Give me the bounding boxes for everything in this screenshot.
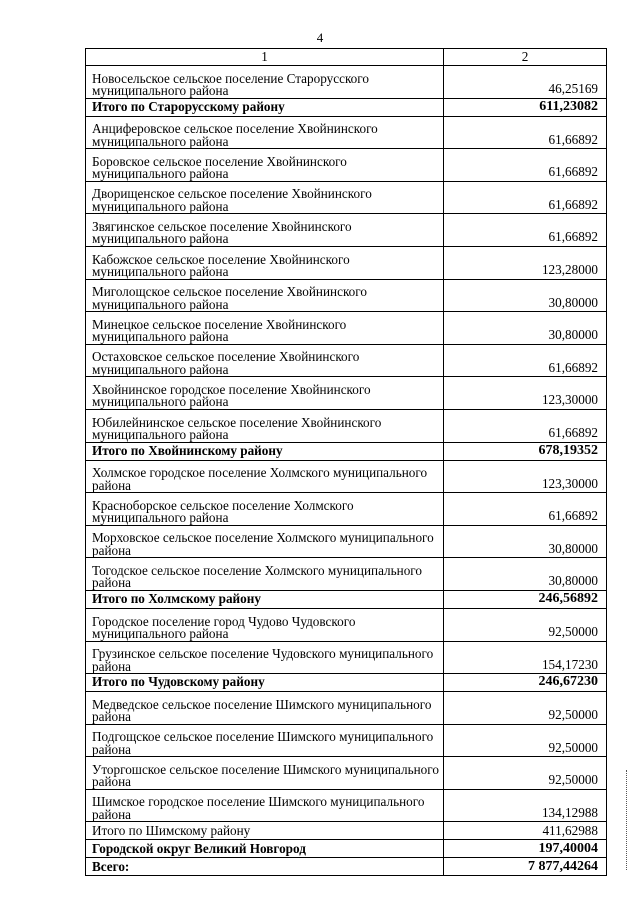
row-value-cell: 61,66892: [444, 149, 607, 182]
table-row: [86, 66, 607, 99]
row-name-cell: Холмское городское поселение Холмского муниципального района: [86, 460, 444, 493]
row-value-cell: 246,67230: [444, 674, 607, 692]
row-name-cell: Шимское городское поселение Шимского муниципального района: [86, 789, 444, 822]
row-name-cell: Итого по Старорусскому району: [86, 98, 444, 116]
allocation-table: [85, 48, 607, 876]
row-name-cell: Подгощское сельское поселение Шимского муниципального района: [86, 724, 444, 757]
row-name-cell: Кабожское сельское поселение Хвойнинского муниципального района: [86, 246, 444, 279]
row-value-cell: 61,66892: [444, 493, 607, 526]
table-total-row: [86, 98, 607, 116]
table-total-row: [86, 674, 607, 692]
row-value-cell: 46,25169: [444, 66, 607, 99]
row-name-cell: Всего:: [86, 858, 444, 876]
row-value-cell: 30,80000: [444, 525, 607, 558]
row-name-cell: Боровское сельское поселение Хвойнинского муниципального района: [86, 149, 444, 182]
table-row: [86, 525, 607, 558]
row-value-cell: 678,19352: [444, 442, 607, 460]
row-value-cell: 92,50000: [444, 608, 607, 641]
row-value-cell: 123,30000: [444, 377, 607, 410]
table-row: [86, 149, 607, 182]
row-value-cell: 411,62988: [444, 822, 607, 840]
row-value-cell: 123,28000: [444, 246, 607, 279]
row-name-cell: Итого по Шимскому району: [86, 822, 444, 840]
row-name-cell: Городской округ Великий Новгород: [86, 840, 444, 858]
table-row: [86, 724, 607, 757]
table-total-row: [86, 858, 607, 876]
table-row: [86, 116, 607, 149]
table-row: [86, 608, 607, 641]
row-name-cell: Уторгошское сельское поселение Шимского муниципального района: [86, 757, 444, 790]
row-value-cell: 197,40004: [444, 840, 607, 858]
row-name-cell: Миголощское сельское поселение Хвойнинского муниципального района: [86, 279, 444, 312]
table-row: [86, 312, 607, 345]
table-row: [86, 377, 607, 410]
row-value-cell: 92,50000: [444, 724, 607, 757]
table-header-row: [86, 49, 607, 66]
table-row: [86, 692, 607, 725]
table-row: [86, 460, 607, 493]
row-value-cell: 61,66892: [444, 181, 607, 214]
row-value-cell: 92,50000: [444, 757, 607, 790]
column-header-1: 1: [86, 49, 444, 66]
row-name-cell: Красноборское сельское поселение Холмского муниципального района: [86, 493, 444, 526]
row-name-cell: Дворищенское сельское поселение Хвойнинского муниципального района: [86, 181, 444, 214]
margin-scan-mark: [626, 770, 629, 870]
row-value-cell: 61,66892: [444, 214, 607, 247]
row-value-cell: 123,30000: [444, 460, 607, 493]
table-row: [86, 757, 607, 790]
table-row: [86, 214, 607, 247]
row-name-cell: Медведское сельское поселение Шимского муниципального района: [86, 692, 444, 725]
row-name-cell: Итого по Чудовскому району: [86, 674, 444, 692]
row-value-cell: 61,66892: [444, 409, 607, 442]
row-value-cell: 611,23082: [444, 98, 607, 116]
row-name-cell: Остаховское сельское поселение Хвойнинского муниципального района: [86, 344, 444, 377]
row-name-cell: Анциферовское сельское поселение Хвойнинского муниципального района: [86, 116, 444, 149]
row-value-cell: 154,17230: [444, 641, 607, 674]
table-total-row: [86, 840, 607, 858]
row-value-cell: 7 877,44264: [444, 858, 607, 876]
row-name-cell: Грузинское сельское поселение Чудовского муниципального района: [86, 641, 444, 674]
table-total-row: [86, 442, 607, 460]
row-name-cell: Итого по Хвойнинскому району: [86, 442, 444, 460]
table-row: [86, 641, 607, 674]
row-name-cell: Новосельское сельское поселение Старорусского муниципального района: [86, 66, 444, 99]
table-total-row: [86, 590, 607, 608]
row-name-cell: Тогодское сельское поселение Холмского муниципального района: [86, 558, 444, 591]
table-row: [86, 279, 607, 312]
table-row: [86, 558, 607, 591]
row-name-cell: Звягинское сельское поселение Хвойнинского муниципального района: [86, 214, 444, 247]
row-value-cell: 92,50000: [444, 692, 607, 725]
row-value-cell: 61,66892: [444, 116, 607, 149]
row-name-cell: Морховское сельское поселение Холмского муниципального района: [86, 525, 444, 558]
row-value-cell: 134,12988: [444, 789, 607, 822]
table-row: [86, 246, 607, 279]
table-body: [86, 66, 607, 876]
row-value-cell: 30,80000: [444, 279, 607, 312]
column-header-2: 2: [444, 49, 607, 66]
row-name-cell: Городское поселение город Чудово Чудовского муниципального района: [86, 608, 444, 641]
table-row: [86, 789, 607, 822]
page-number: 4: [316, 30, 324, 45]
row-name-cell: Итого по Холмскому району: [86, 590, 444, 608]
row-name-cell: Хвойнинское городское поселение Хвойнинского муниципального района: [86, 377, 444, 410]
row-name-cell: Юбилейнинское сельское поселение Хвойнинского муниципального района: [86, 409, 444, 442]
table-row: [86, 344, 607, 377]
table-total-row: [86, 822, 607, 840]
row-name-cell: Минецкое сельское поселение Хвойнинского муниципального района: [86, 312, 444, 345]
table-row: [86, 181, 607, 214]
row-value-cell: 246,56892: [444, 590, 607, 608]
row-value-cell: 30,80000: [444, 312, 607, 345]
table-row: [86, 493, 607, 526]
table-row: [86, 409, 607, 442]
row-value-cell: 61,66892: [444, 344, 607, 377]
row-value-cell: 30,80000: [444, 558, 607, 591]
